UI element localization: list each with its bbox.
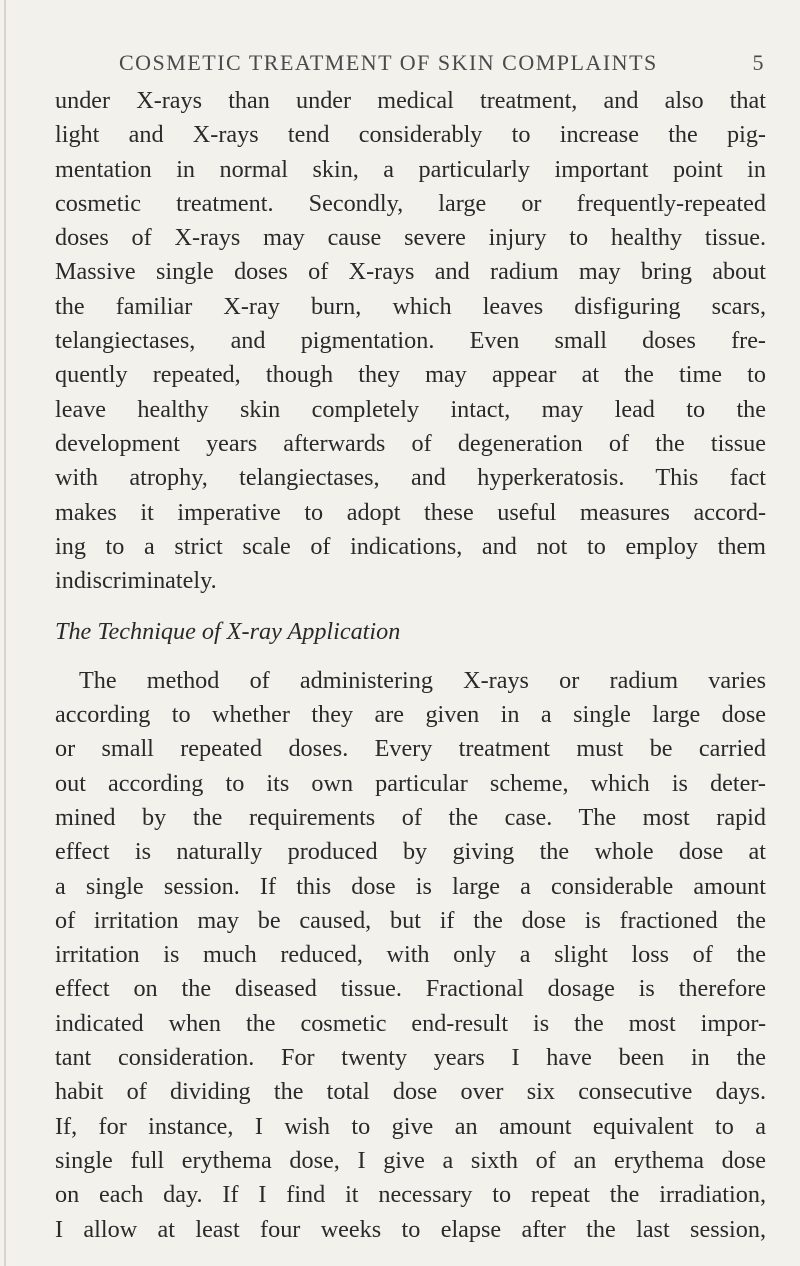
text-line: a single session. If this dose is large a considerable amount (55, 872, 766, 900)
text-line: telangiectases, and pigmentation. Even small doses fre- (55, 327, 766, 355)
text-line: I allow at least four weeks to elapse after the last session, (55, 1215, 766, 1243)
text-line: development years afterwards of degeneration of the tissue (55, 429, 766, 457)
section-heading: The Technique of X-ray Application (55, 618, 401, 646)
text-line: indicated when the cosmetic end-result is the most impor- (55, 1009, 766, 1037)
text-line: If, for instance, I wish to give an amount equivalent to a (55, 1112, 766, 1140)
text-line: ing to a strict scale of indications, and not to employ them (55, 532, 766, 560)
text-line: out according to its own particular scheme, which is deter- (55, 769, 766, 797)
text-line: makes it imperative to adopt these useful measures accord- (55, 498, 766, 526)
text-line: habit of dividing the total dose over six consecutive days. (55, 1078, 766, 1106)
text-line: doses of X-rays may cause severe injury to healthy tissue. (55, 224, 766, 252)
text-line: single full erythema dose, I give a sixth of an erythema dose (55, 1146, 766, 1174)
text-line: leave healthy skin completely intact, may lead to the (55, 395, 766, 423)
text-line: according to whether they are given in a single large dose (55, 701, 766, 729)
text-line: with atrophy, telangiectases, and hyperkeratosis. This fact (55, 464, 766, 492)
text-line: Massive single doses of X-rays and radium may bring about (55, 258, 766, 286)
text-line: tant consideration. For twenty years I have been in the (55, 1044, 766, 1072)
text-line: indiscriminately. (55, 567, 217, 595)
text-line: on each day. If I find it necessary to repeat the irradiation, (55, 1181, 766, 1209)
text-line: mentation in normal skin, a particularly important point in (55, 155, 766, 183)
running-title: COSMETIC TREATMENT OF SKIN COMPLAINTS (119, 50, 658, 75)
text-line: under X-rays than under medical treatment, and also that (55, 87, 766, 114)
page-edge-shadow (4, 0, 6, 1266)
text-line: irritation is much reduced, with only a slight loss of the (55, 941, 766, 969)
page-number: 5 (752, 50, 765, 75)
running-head (55, 50, 765, 80)
text-line: or small repeated doses. Every treatment must be carried (55, 735, 766, 763)
text-line: cosmetic treatment. Secondly, large or frequently-repeated (55, 189, 766, 217)
text-line: of irritation may be caused, but if the dose is fractioned the (55, 906, 766, 934)
text-line: effect on the diseased tissue. Fractional dosage is therefore (55, 975, 766, 1003)
text-line: quently repeated, though they may appear at the time to (55, 361, 766, 389)
paragraph-1 (55, 84, 766, 598)
text-line: the familiar X-ray burn, which leaves disfiguring scars, (55, 292, 766, 320)
paragraph-2 (55, 664, 766, 1247)
text-line: The method of administering X-rays or radium varies (79, 666, 766, 694)
text-line: mined by the requirements of the case. The most rapid (55, 803, 766, 831)
text-line: light and X-rays tend considerably to increase the pig- (55, 121, 766, 149)
text-line: effect is naturally produced by giving the whole dose at (55, 838, 766, 866)
body-text (55, 84, 766, 1247)
